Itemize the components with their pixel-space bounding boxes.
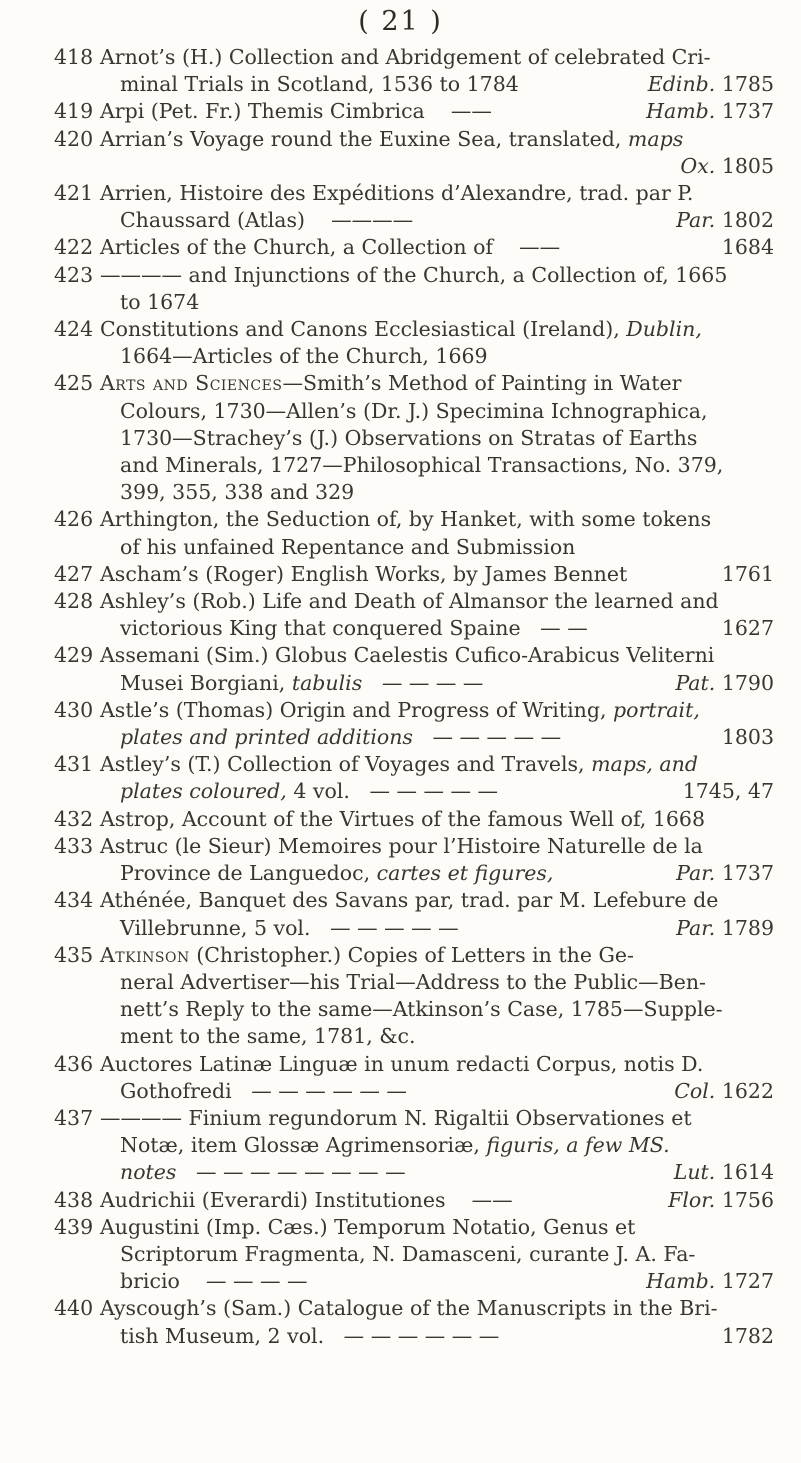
entry-number: 424	[54, 317, 94, 342]
entry-line: nett’s Reply to the same—Atkinson’s Case, 1785—Supple-	[120, 997, 723, 1022]
entry-line	[100, 670, 774, 697]
entry-italic: cartes et figures,	[376, 861, 554, 886]
page-number: ( 21 )	[358, 6, 443, 37]
entry-line	[100, 71, 774, 98]
entry-text: minal Trials in Scotland, 1536 to 1784	[120, 72, 519, 97]
entry-number: 431	[54, 752, 94, 777]
entry-text: Articles of the Church, a Collection of	[100, 235, 494, 260]
catalogue-entry	[54, 561, 774, 588]
entry-dash: — — — —	[381, 670, 484, 695]
entry-number: 438	[54, 1187, 94, 1212]
entry-text: victorious King that conquered Spaine	[120, 616, 521, 641]
entry-line: of his unfained Repentance and Submission	[120, 534, 576, 559]
catalogue-entry	[54, 1051, 774, 1105]
entry-number: 425	[54, 371, 94, 396]
entry-heading: Arts and Sciences	[100, 371, 283, 396]
entry-text: Gothofredi	[120, 1078, 232, 1103]
entry-line	[100, 1159, 774, 1186]
entry-year: 1803	[721, 725, 774, 750]
entry-line	[100, 1132, 774, 1159]
entry-line	[100, 316, 774, 343]
entry-text: Astle’s (Thomas) Origin and Progress of Writing,	[100, 697, 613, 722]
entry-place: Hamb.	[646, 1269, 716, 1294]
catalogue-entry	[54, 180, 774, 234]
catalogue-entry	[54, 1214, 774, 1296]
entry-text: —Smith’s Method of Painting in Water	[282, 371, 682, 396]
entry-italic: maps	[627, 126, 684, 151]
entry-line: Astruc (le Sieur) Memoires pour l’Histoire Naturelle de la	[100, 833, 703, 858]
entry-text: 4 vol.	[286, 779, 350, 804]
entry-italic: maps, and	[591, 752, 698, 777]
entry-text: Ascham’s (Roger) English Works, by James Bennet	[100, 561, 628, 586]
entry-year: 1745, 47	[682, 779, 774, 804]
entry-year: 1782	[721, 1323, 774, 1348]
entry-line: Auctores Latinæ Linguæ in unum redacti Corpus, notis D.	[100, 1051, 704, 1076]
entry-line	[100, 1323, 774, 1350]
entry-year: 1622	[721, 1078, 774, 1103]
entry-number: 430	[54, 697, 94, 722]
entry-number: 426	[54, 507, 94, 532]
entry-line: Assemani (Sim.) Globus Caelestis Cufico-Arabicus Veliterni	[100, 643, 715, 668]
entry-number: 427	[54, 561, 94, 586]
entry-line: ment to the same, 1781, &c.	[120, 1024, 416, 1049]
entry-dash: ——	[450, 99, 492, 124]
entry-dash: ——	[519, 235, 561, 260]
entry-line	[100, 724, 774, 751]
entry-line	[100, 697, 774, 724]
entry-line	[100, 126, 774, 153]
entry-place: Ox.	[680, 153, 716, 178]
entry-place: Lut.	[673, 1160, 716, 1185]
entry-year: 1805	[721, 153, 774, 178]
entry-italic: plates and printed additions	[120, 725, 413, 750]
entry-number: 428	[54, 589, 94, 614]
entry-year: 1802	[721, 208, 774, 233]
entry-number: 437	[54, 1105, 94, 1130]
entry-line: to 1674	[120, 289, 200, 314]
entry-number: 423	[54, 262, 94, 287]
entry-text: Notæ, item Glossæ Agrimensoriæ,	[120, 1133, 487, 1158]
catalogue-entry	[54, 262, 774, 316]
entry-dash: — — — — — —	[251, 1078, 407, 1103]
entry-text: tish Museum, 2 vol.	[120, 1323, 325, 1348]
entry-line: ———— and Injunctions of the Church, a Collection of, 1665	[100, 262, 728, 287]
catalogue-entry	[54, 642, 774, 696]
entry-line: Colours, 1730—Allen’s (Dr. J.) Specimina Ichnographica,	[120, 398, 708, 423]
entry-line	[100, 942, 774, 969]
entry-text: Arrian’s Voyage round the Euxine Sea, translated,	[100, 126, 628, 151]
entry-number: 433	[54, 833, 94, 858]
entry-text: (Christopher.) Copies of Letters in the Ge-	[189, 942, 634, 967]
entry-place: Par.	[676, 208, 716, 233]
entry-italic: plates coloured,	[120, 779, 287, 804]
entry-line	[100, 860, 774, 887]
entry-text: Arpi (Pet. Fr.) Themis Cimbrica	[100, 99, 425, 124]
catalogue-entry	[54, 506, 774, 560]
entry-line	[100, 370, 774, 397]
entry-line	[100, 615, 774, 642]
entry-line: Ayscough’s (Sam.) Catalogue of the Manuscripts in the Bri-	[100, 1296, 718, 1321]
entry-year: 1727	[721, 1269, 774, 1294]
entry-line	[100, 1078, 774, 1105]
entry-text: Constitutions and Canons Ecclesiastical (Ireland),	[100, 317, 627, 342]
entry-line: and Minerals, 1727—Philosophical Transactions, No. 379,	[120, 453, 724, 478]
entry-number: 439	[54, 1214, 94, 1239]
entry-year: 1785	[721, 72, 774, 97]
entry-place: Par.	[676, 861, 716, 886]
entry-text: Province de Languedoc,	[120, 861, 377, 886]
entry-text: bricio	[120, 1269, 180, 1294]
entry-year: 1614	[721, 1160, 774, 1185]
entry-line: 1664—Articles of the Church, 1669	[120, 344, 488, 369]
entry-dash: ——	[471, 1187, 513, 1212]
entry-line: ———— Finium regundorum N. Rigaltii Observationes et	[100, 1105, 692, 1130]
catalogue-entry	[54, 833, 774, 887]
entry-number: 429	[54, 643, 94, 668]
entry-number: 440	[54, 1296, 94, 1321]
entry-italic: portrait,	[613, 697, 700, 722]
entry-year: 1761	[721, 561, 774, 586]
entry-line: 1730—Strachey’s (J.) Observations on Stratas of Earths	[120, 425, 698, 450]
entry-number: 420	[54, 126, 94, 151]
catalogue-entry	[54, 44, 774, 98]
entry-italic: tabulis	[291, 670, 363, 695]
catalogue-entry	[54, 370, 774, 506]
entry-number: 418	[54, 45, 94, 69]
entry-line: Arthington, the Seduction of, by Hanket, with some tokens	[100, 507, 712, 532]
entry-line: Arrien, Histoire des Expéditions d’Alexandre, trad. par P.	[100, 181, 694, 206]
entry-line	[100, 207, 774, 234]
entry-text: Astley’s (T.) Collection of Voyages and Travels,	[100, 752, 592, 777]
entry-line: Scriptorum Fragmenta, N. Damasceni, curante J. A. Fa-	[120, 1241, 696, 1266]
entry-line: Athénée, Banquet des Savans par, trad. par M. Lefebure de	[100, 888, 719, 913]
catalogue-entry	[54, 942, 774, 1051]
entry-number: 432	[54, 806, 94, 831]
entry-number: 421	[54, 181, 94, 206]
entry-dash: — — — — —	[330, 915, 459, 940]
entry-line	[100, 561, 774, 588]
catalogue-entry	[54, 806, 774, 833]
entry-italic: notes	[120, 1160, 177, 1185]
entry-heading: Atkinson	[100, 942, 190, 967]
catalogue-entry	[54, 1105, 774, 1187]
catalogue-entry	[54, 588, 774, 642]
entry-text: Chaussard (Atlas)	[120, 208, 305, 233]
entry-line: 399, 355, 338 and 329	[120, 480, 355, 505]
entry-line	[100, 98, 774, 125]
entry-line	[100, 1268, 774, 1295]
entry-line: Arnot’s (H.) Collection and Abridgement of celebrated Cri-	[100, 45, 711, 69]
entry-number: 422	[54, 235, 94, 260]
entry-line	[100, 751, 774, 778]
entry-place: Edinb.	[647, 72, 716, 97]
entry-year: 1627	[721, 616, 774, 641]
entry-text: Villebrunne, 5 vol.	[120, 915, 311, 940]
entry-line	[100, 234, 774, 261]
entry-line: Augustini (Imp. Cæs.) Temporum Notatio, Genus et	[100, 1214, 636, 1239]
catalogue-entry	[54, 126, 774, 180]
catalogue-entry	[54, 98, 774, 125]
entry-line	[100, 153, 774, 180]
entry-number: 436	[54, 1051, 94, 1076]
entry-number: 435	[54, 942, 94, 967]
entry-place: Pat.	[675, 670, 716, 695]
catalogue-entry	[54, 751, 774, 805]
entry-dash: — — — — —	[432, 725, 562, 750]
entry-dash: — — — —	[205, 1269, 308, 1294]
catalogue-entry	[54, 234, 774, 261]
entry-line	[100, 915, 774, 942]
entry-line: neral Advertiser—his Trial—Address to the Public—Ben-	[120, 969, 706, 994]
entry-text: Audrichii (Everardi) Institutiones	[100, 1187, 446, 1212]
entry-dash: ————	[331, 208, 414, 233]
catalogue-entry	[54, 316, 774, 370]
entry-dash: — — — — — —	[343, 1323, 500, 1348]
entry-dash: — —	[540, 616, 588, 641]
entry-number: 419	[54, 99, 94, 124]
entry-italic: figuris, a few MS.	[486, 1133, 670, 1158]
entry-place: Hamb.	[646, 99, 716, 124]
entry-year: 1737	[721, 861, 774, 886]
entry-line: Astrop, Account of the Virtues of the famous Well of, 1668	[100, 806, 706, 831]
entry-place: Col.	[674, 1078, 716, 1103]
catalogue-entry	[54, 1295, 774, 1349]
entry-line	[100, 1187, 774, 1214]
catalogue-entry	[54, 1187, 774, 1214]
entry-place: Par.	[676, 915, 716, 940]
entry-number: 434	[54, 888, 94, 913]
entry-year: 1756	[721, 1187, 774, 1212]
entry-text: Musei Borgiani,	[120, 670, 292, 695]
entry-line: Ashley’s (Rob.) Life and Death of Almansor the learned and	[100, 589, 719, 614]
entry-line	[100, 778, 774, 805]
entry-year: 1789	[721, 915, 774, 940]
entry-place: Dublin,	[626, 317, 702, 342]
entry-year: 1737	[721, 99, 774, 124]
entry-year: 1790	[721, 670, 774, 695]
entry-dash: — — — — —	[369, 779, 499, 804]
catalogue-entries	[54, 44, 774, 1350]
catalogue-entry	[54, 697, 774, 751]
catalogue-entry	[54, 887, 774, 941]
entry-dash: — — — — — — — —	[196, 1160, 406, 1185]
entry-year: 1684	[721, 235, 774, 260]
entry-place: Flor.	[668, 1187, 716, 1212]
